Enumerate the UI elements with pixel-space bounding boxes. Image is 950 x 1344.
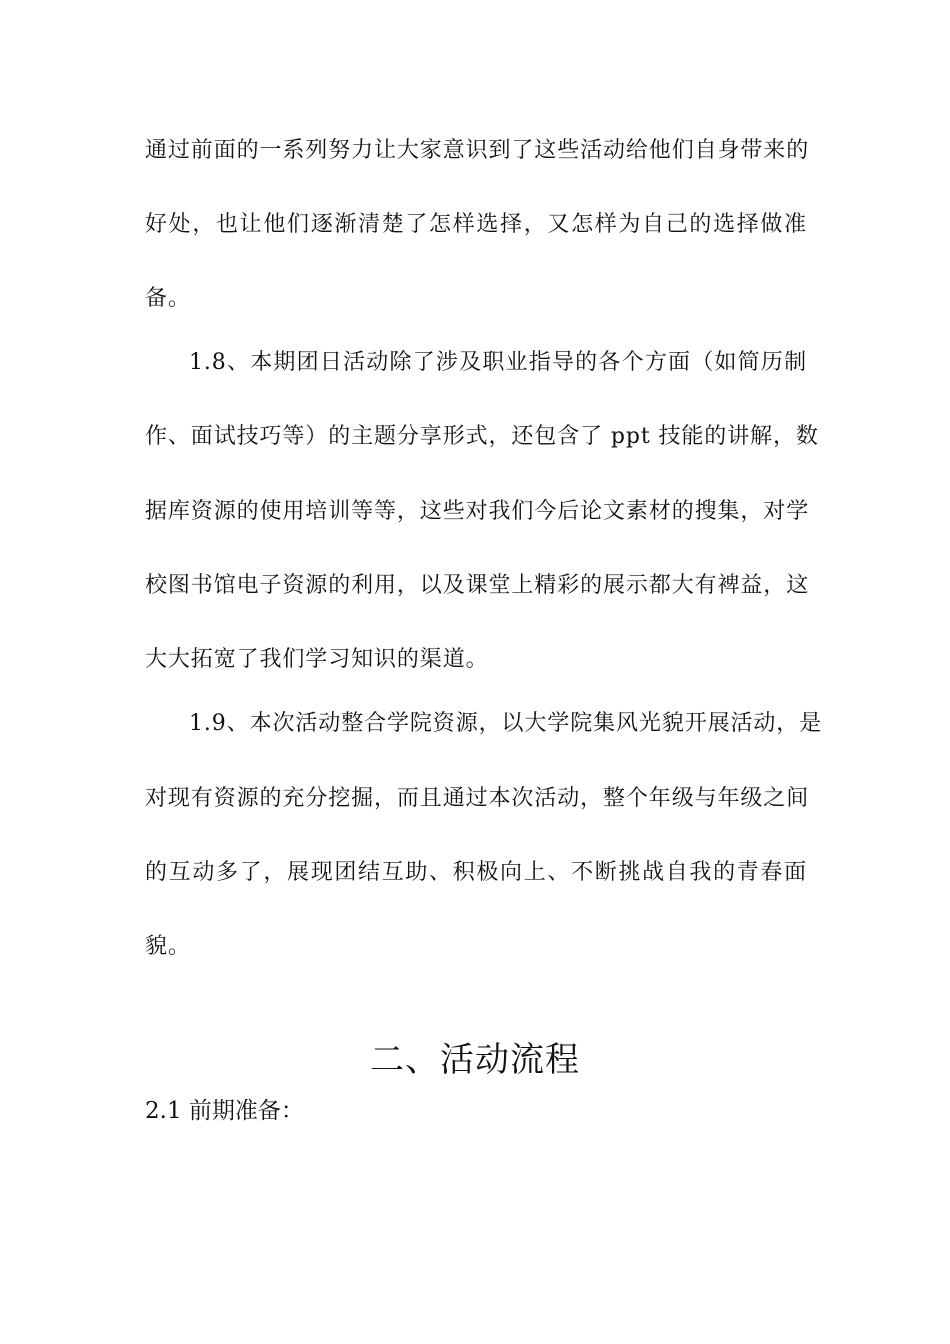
- paragraph-2-line-5: 大大拓宽了我们学习知识的渠道。: [145, 647, 489, 672]
- section-title: 二、活动流程: [370, 1040, 580, 1080]
- paragraph-3-line-3: 的互动多了，展现团结互助、积极向上、不断挑战自我的青春面: [145, 860, 807, 885]
- paragraph-2-line-4: 校图书馆电子资源的利用，以及课堂上精彩的展示都大有裨益，这: [145, 573, 810, 598]
- paragraph-3-line-4: 貌。: [145, 934, 191, 959]
- paragraph-2-line-3: 据库资源的使用培训等等，这些对我们今后论文素材的搜集，对学: [145, 499, 810, 524]
- paragraph-3-line-2: 对现有资源的充分挖掘，而且通过本次活动，整个年级与年级之间: [145, 786, 810, 811]
- paragraph-3-line-1: 1.9、本次活动整合学院资源，以大学院集风光貌开展活动，是: [189, 711, 823, 736]
- subsection-title: 2.1 前期准备：: [145, 1098, 304, 1124]
- paragraph-1-line-1: 通过前面的一系列努力让大家意识到了这些活动给他们自身带来的: [145, 138, 810, 163]
- paragraph-2-line-2: 作、面试技巧等）的主题分享形式，还包含了 ppt 技能的讲解，数: [145, 424, 819, 449]
- paragraph-1-line-3: 备。: [145, 286, 191, 311]
- paragraph-1-line-2: 好处，也让他们逐渐清楚了怎样选择，又怎样为自己的选择做准: [145, 212, 807, 237]
- paragraph-2-line-1: 1.8、本期团日活动除了涉及职业指导的各个方面（如简历制: [189, 350, 807, 375]
